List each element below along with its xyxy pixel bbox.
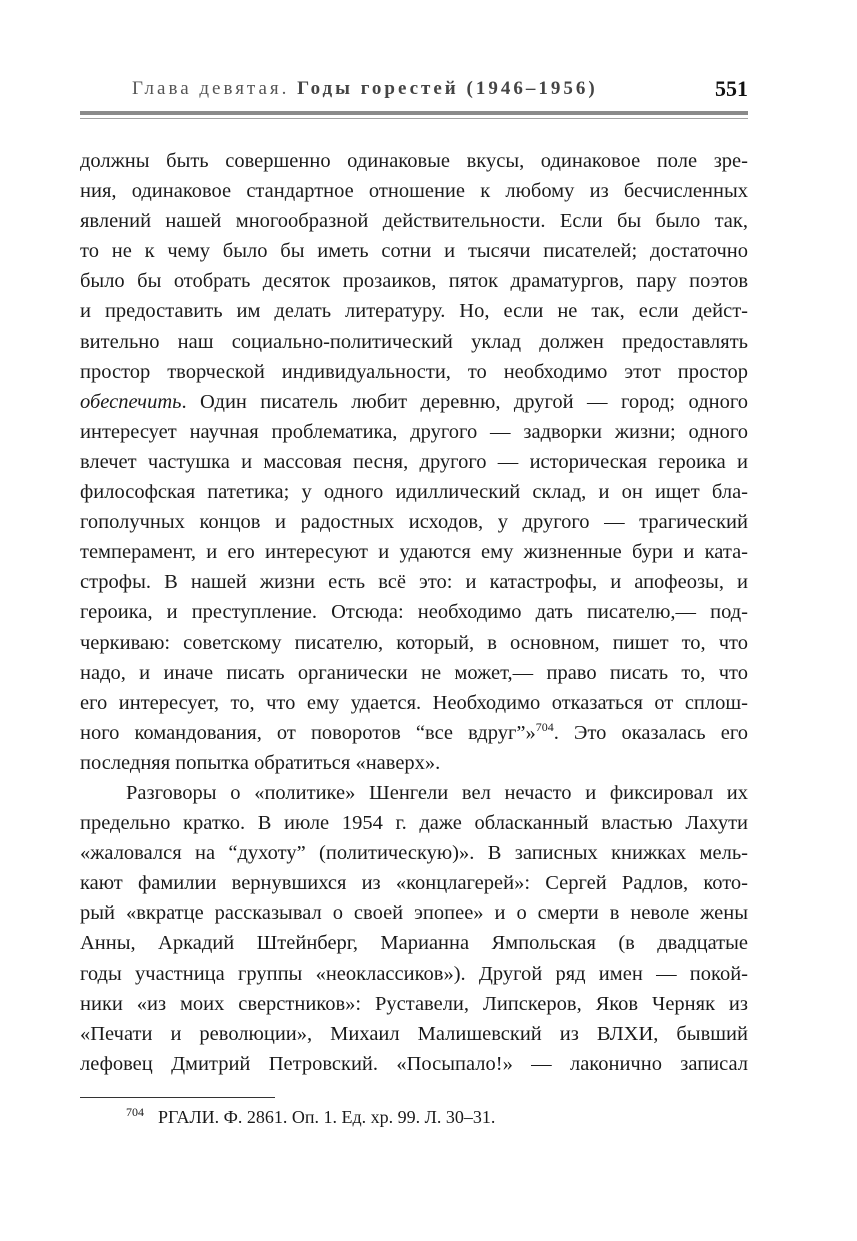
text-line: явлений нашей многообразной действительности. Если бы было так,	[80, 210, 748, 233]
text-line: ния, одинаковое стандартное отношение к любому из бесчисленных	[80, 180, 748, 203]
text-span: . Один писатель любит деревню, другой — город; одного	[181, 390, 748, 413]
text-line: последняя попытка обратиться «наверх».	[80, 751, 441, 774]
text-span: . Это оказалась его	[553, 721, 748, 744]
body-text	[80, 146, 748, 1079]
text-line: то не к чему было бы иметь сотни и тысячи писателей; достаточно	[80, 240, 748, 263]
text-line: интересует научная проблематика, другого — задворки жизни; одного	[80, 420, 748, 443]
text-line: должны быть совершенно одинаковые вкусы, одинаковое поле зре-	[80, 150, 748, 172]
header-rule-thick	[80, 111, 748, 115]
text-line: его интересует, то, что ему удается. Необходимо отказаться от сплош-	[80, 691, 748, 714]
text-line: ники «из моих сверстников»: Руставели, Липскеров, Яков Черняк из	[80, 992, 748, 1015]
text-line	[80, 387, 748, 417]
text-line	[80, 718, 748, 748]
footnote-text: РГАЛИ. Ф. 2861. Оп. 1. Ед. хр. 99. Л. 30–31.	[158, 1107, 496, 1127]
text-line: Анны, Аркадий Штейнберг, Марианна Ямпольская (в двадцатые	[80, 932, 748, 955]
text-line: предельно кратко. В июле 1954 г. даже обласканный властью Лахути	[80, 812, 748, 835]
chapter-title: Годы горестей (1946–1956)	[297, 78, 598, 99]
page-number: 551	[715, 76, 748, 101]
text-line: строфы. В нашей жизни есть всё это: и катастрофы, и апофеозы, и	[80, 571, 748, 594]
text-line: вительно наш социально-политический уклад должен предоставлять	[80, 330, 748, 353]
running-head	[80, 72, 748, 106]
paragraph-first-line: Разговоры о «политике» Шенгели вел нечасто и фиксировал их	[126, 781, 748, 804]
text-line: «Печати и революции», Михаил Малишевский из ВЛХИ, бывший	[80, 1022, 748, 1045]
text-line: философская патетика; у одного идиллический склад, и он ищет бла-	[80, 481, 748, 504]
running-head-chapter	[132, 78, 598, 100]
text-line: кают фамилии вернувшихся из «концлагерей»: Сергей Радлов, кото-	[80, 872, 748, 895]
footnote-number: 704	[126, 1105, 144, 1119]
text-line: годы участница группы «неоклассиков»). Другой ряд имен — покой-	[80, 962, 748, 985]
text-line: было бы отобрать десяток прозаиков, пяток драматургов, пару поэтов	[80, 270, 748, 293]
text-line: рый «вкратце рассказывал о своей эпопее» и о смерти в неволе жены	[80, 902, 748, 925]
text-line: влечет частушка и массовая песня, другого — историческая героика и	[80, 450, 748, 473]
text-span: ного командования, от поворотов “все вдруг”»	[80, 721, 536, 744]
footnote-reference[interactable]: 704	[535, 719, 554, 734]
text-line: надо, и иначе писать органически не может,— право писать то, что	[80, 661, 748, 684]
footnote	[126, 1105, 495, 1128]
text-line: простор творческой индивидуальности, то необходимо этот простор	[80, 360, 748, 383]
header-rule-thin	[80, 118, 748, 119]
text-line: «жаловался на “духоту” (политическую)». В записных книжках мель-	[80, 842, 748, 865]
text-line: гополучных концов и радостных исходов, у другого — трагический	[80, 511, 748, 534]
chapter-label: Глава девятая.	[132, 78, 290, 99]
text-line: темперамент, и его интересуют и удаются ему жизненные бури и ката-	[80, 541, 748, 564]
text-line: лефовец Дмитрий Петровский. «Посыпало!» — лаконично записал	[80, 1052, 748, 1075]
text-line: героика, и преступление. Отсюда: необходимо дать писателю,— под-	[80, 601, 748, 624]
emphasized-word: обеспечить	[80, 390, 182, 413]
text-line: и предоставить им делать литературу. Но, если не так, если дейст-	[80, 300, 748, 323]
footnote-separator	[80, 1097, 275, 1098]
text-line: черкиваю: советскому писателю, который, в основном, пишет то, что	[80, 631, 748, 654]
